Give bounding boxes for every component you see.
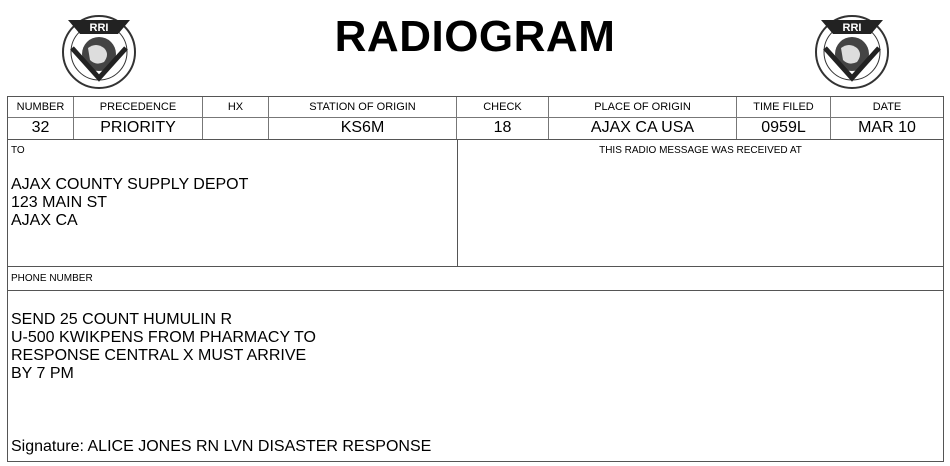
received-at-section	[458, 139, 943, 267]
time-filed-value: 0959L	[737, 117, 831, 139]
check-value: 18	[457, 117, 549, 139]
message-text	[11, 311, 316, 383]
phone-section	[8, 267, 943, 291]
station-of-origin-label: STATION OF ORIGIN	[269, 97, 457, 117]
address-line: AJAX CA	[11, 212, 78, 229]
message-line: RESPONSE CENTRAL X MUST ARRIVE	[11, 347, 307, 364]
preamble-value-row	[8, 117, 943, 140]
page-title: RADIOGRAM	[334, 12, 616, 61]
to-section	[8, 139, 458, 267]
radiogram-form	[7, 96, 944, 462]
number-label: NUMBER	[8, 97, 74, 117]
check-label: CHECK	[457, 97, 549, 117]
message-line: BY 7 PM	[11, 365, 74, 382]
hx-label: HX	[203, 97, 269, 117]
to-address	[11, 176, 248, 230]
date-label: DATE	[872, 101, 902, 113]
logo-text: RRI	[842, 22, 862, 34]
signature: Signature: ALICE JONES RN LVN DISASTER RESPONSE	[11, 438, 432, 455]
to-label: TO	[11, 145, 25, 156]
preamble-header-row	[8, 97, 943, 118]
address-line: AJAX COUNTY SUPPLY DEPOT	[11, 176, 249, 193]
phone-number-label: PHONE NUMBER	[11, 273, 93, 284]
precedence-label: PRECEDENCE	[74, 97, 203, 117]
message-line: U-500 KWIKPENS FROM PHARMACY TO	[11, 329, 316, 346]
time-filed-label: TIME FILED	[737, 97, 831, 117]
logo-text: RRI	[89, 22, 109, 34]
place-of-origin-label: PLACE OF ORIGIN	[549, 97, 737, 117]
message-line: SEND 25 COUNT HUMULIN R	[11, 311, 233, 328]
hx-value	[203, 117, 269, 139]
received-at-label: THIS RADIO MESSAGE WAS RECEIVED AT	[599, 145, 802, 156]
station-of-origin-value: KS6M	[269, 117, 457, 139]
date-value: MAR 10	[858, 119, 916, 136]
number-value: 32	[8, 117, 74, 139]
address-line: 123 MAIN ST	[11, 194, 108, 211]
place-of-origin-value: AJAX CA USA	[549, 117, 737, 139]
precedence-value: PRIORITY	[74, 117, 203, 139]
